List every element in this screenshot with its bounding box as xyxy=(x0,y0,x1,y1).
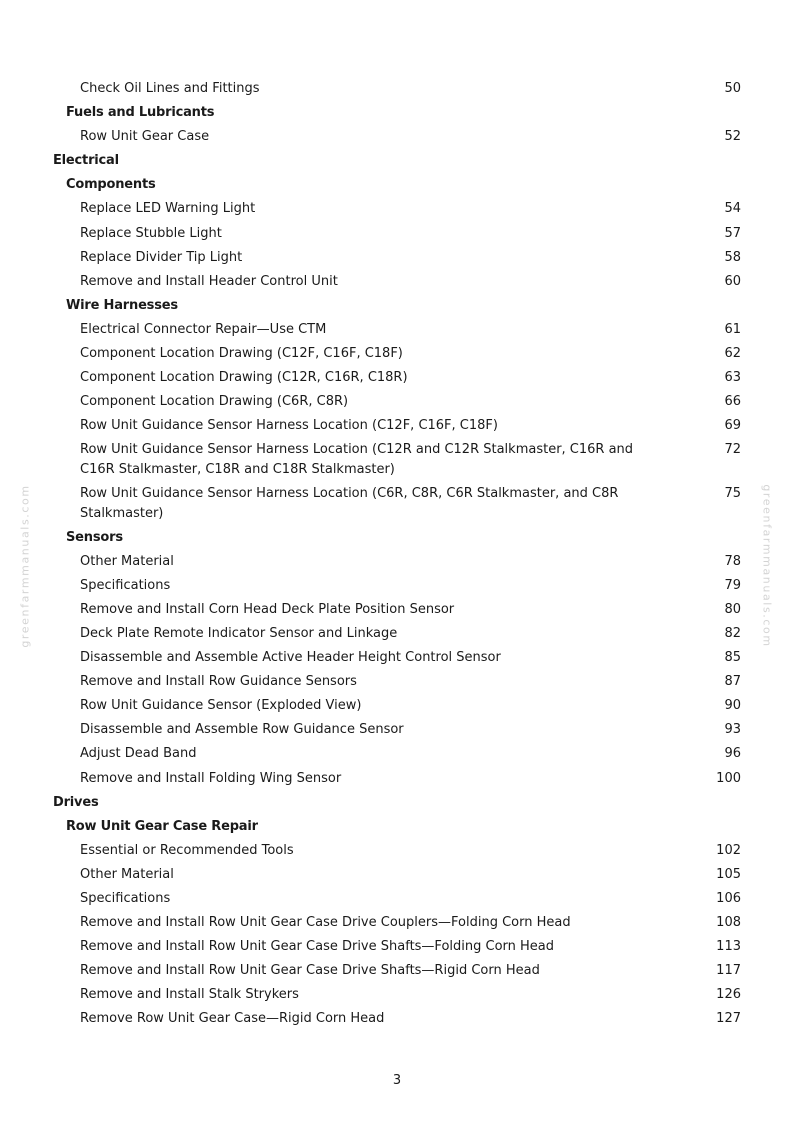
toc-entry-page: 90 xyxy=(724,698,741,714)
toc-entry-page: 57 xyxy=(724,225,741,241)
toc-section-heading[interactable] xyxy=(0,101,794,125)
toc-entry-page: 105 xyxy=(716,866,741,882)
toc-section-heading[interactable] xyxy=(0,815,794,839)
toc-entry-page: 79 xyxy=(724,577,741,593)
toc-entry[interactable] xyxy=(0,482,794,526)
toc-entry-page: 82 xyxy=(724,625,741,641)
toc-entry-title: Other Material xyxy=(80,553,174,569)
toc-entry-title: Remove and Install Row Guidance Sensors xyxy=(80,674,357,690)
toc-entry[interactable] xyxy=(0,550,794,574)
toc-entry-title: Deck Plate Remote Indicator Sensor and Linkage xyxy=(80,625,398,641)
toc-entry[interactable] xyxy=(0,959,794,983)
toc-entry-page: 113 xyxy=(716,939,741,955)
toc-entry[interactable] xyxy=(0,598,794,622)
toc-entry[interactable] xyxy=(0,983,794,1007)
toc-entry-title: Row Unit Guidance Sensor Harness Location (C6R, C8R, C6R Stalkmaster, and C8R Stalkmaster) xyxy=(80,486,619,521)
toc-entry-title: Replace LED Warning Light xyxy=(80,201,256,217)
toc-chapter-title: Electrical xyxy=(53,153,119,169)
toc-entry[interactable] xyxy=(0,390,794,414)
toc-section-title: Sensors xyxy=(66,529,123,545)
toc-entry[interactable] xyxy=(0,911,794,935)
toc-chapter-heading[interactable] xyxy=(0,149,794,173)
toc-section-heading[interactable] xyxy=(0,526,794,550)
toc-entry[interactable] xyxy=(0,863,794,887)
toc-entry-title: Check Oil Lines and Fittings xyxy=(80,81,260,96)
toc-entry[interactable] xyxy=(0,767,794,791)
toc-entry-page: 85 xyxy=(724,650,741,666)
toc-section-title: Row Unit Gear Case Repair xyxy=(66,818,258,834)
toc-entry-page: 102 xyxy=(716,842,741,858)
toc-entry[interactable] xyxy=(0,342,794,366)
toc-section-heading[interactable] xyxy=(0,173,794,197)
toc-entry-title: Remove Row Unit Gear Case—Rigid Corn Head xyxy=(80,1011,385,1027)
toc-entry-page: 75 xyxy=(724,486,741,501)
toc-chapter-title: Drives xyxy=(53,794,99,810)
toc-entry-page: 127 xyxy=(716,1011,741,1027)
toc-entry-title: Essential or Recommended Tools xyxy=(80,842,294,858)
toc-entry-title: Remove and Install Stalk Strykers xyxy=(80,987,299,1003)
toc-entry[interactable] xyxy=(0,694,794,718)
toc-entry-title: Disassemble and Assemble Row Guidance Sensor xyxy=(80,722,404,738)
toc-entry-page: 96 xyxy=(724,746,741,762)
toc-entry-page: 72 xyxy=(724,442,741,458)
toc-entry-title: Row Unit Guidance Sensor Harness Location (C12R and C12R Stalkmaster, C16R and C16R Stalkmaster, C18R and C18R Stalkmaster) xyxy=(80,442,634,477)
toc-entry-page: 66 xyxy=(724,394,741,410)
table-of-contents xyxy=(0,77,794,1032)
toc-entry[interactable] xyxy=(0,935,794,959)
toc-entry[interactable] xyxy=(0,77,794,101)
toc-entry-title: Disassemble and Assemble Active Header Height Control Sensor xyxy=(80,650,501,666)
toc-entry-page: 106 xyxy=(716,891,741,906)
toc-entry[interactable] xyxy=(0,646,794,670)
toc-entry-title: Component Location Drawing (C6R, C8R) xyxy=(80,394,349,410)
toc-entry-page: 87 xyxy=(724,674,741,690)
toc-entry[interactable] xyxy=(0,414,794,438)
toc-entry-page: 80 xyxy=(724,601,741,617)
toc-entry-page: 100 xyxy=(716,770,741,786)
toc-entry[interactable] xyxy=(0,125,794,149)
toc-entry-title: Remove and Install Row Unit Gear Case Drive Shafts—Folding Corn Head xyxy=(80,939,555,955)
toc-entry[interactable] xyxy=(0,839,794,863)
toc-entry-page: 117 xyxy=(716,963,741,979)
toc-entry-title: Electrical Connector Repair—Use CTM xyxy=(80,321,327,337)
toc-entry-title: Adjust Dead Band xyxy=(80,746,197,762)
toc-section-heading[interactable] xyxy=(0,294,794,318)
toc-entry-page: 126 xyxy=(716,987,741,1003)
toc-entry-title: Row Unit Gear Case xyxy=(80,129,210,145)
toc-entry-title: Row Unit Guidance Sensor Harness Location (C12F, C16F, C18F) xyxy=(80,418,498,434)
toc-entry-page: 63 xyxy=(724,370,741,386)
toc-entry[interactable] xyxy=(0,222,794,246)
toc-entry[interactable] xyxy=(0,622,794,646)
toc-entry[interactable] xyxy=(0,318,794,342)
toc-entry-title: Row Unit Guidance Sensor (Exploded View) xyxy=(80,698,362,714)
toc-entry[interactable] xyxy=(0,742,794,766)
watermark-right: greenfarmmanuals.com xyxy=(760,484,774,648)
toc-entry-title: Specifications xyxy=(80,891,171,906)
toc-section-title: Wire Harnesses xyxy=(66,297,178,313)
toc-entry-title: Component Location Drawing (C12F, C16F, C18F) xyxy=(80,346,403,362)
toc-entry[interactable] xyxy=(0,670,794,694)
toc-entry-title: Other Material xyxy=(80,866,174,882)
toc-entry-title: Remove and Install Folding Wing Sensor xyxy=(80,770,342,786)
toc-entry[interactable] xyxy=(0,366,794,390)
toc-entry[interactable] xyxy=(0,197,794,221)
toc-entry-page: 52 xyxy=(724,129,741,145)
toc-entry[interactable] xyxy=(0,1007,794,1031)
toc-entry-page: 60 xyxy=(724,273,741,289)
page-number: 3 xyxy=(392,1073,402,1088)
toc-entry-title: Specifications xyxy=(80,577,171,593)
toc-entry-page: 108 xyxy=(716,915,741,931)
toc-entry-title: Remove and Install Row Unit Gear Case Drive Shafts—Rigid Corn Head xyxy=(80,963,540,979)
toc-entry-page: 69 xyxy=(724,418,741,434)
toc-section-title: Components xyxy=(66,177,156,193)
toc-entry-title: Remove and Install Row Unit Gear Case Drive Couplers—Folding Corn Head xyxy=(80,915,571,931)
toc-entry[interactable] xyxy=(0,246,794,270)
toc-entry-title: Component Location Drawing (C12R, C16R, C18R) xyxy=(80,370,408,386)
watermark-left: greenfarmmanuals.com xyxy=(18,484,32,648)
toc-entry[interactable] xyxy=(0,718,794,742)
toc-entry-title: Remove and Install Header Control Unit xyxy=(80,273,338,289)
toc-entry[interactable] xyxy=(0,574,794,598)
toc-entry[interactable] xyxy=(0,270,794,294)
toc-section-title: Fuels and Lubricants xyxy=(66,105,215,121)
toc-entry-title: Remove and Install Corn Head Deck Plate Position Sensor xyxy=(80,601,455,617)
toc-entry-page: 93 xyxy=(724,722,741,738)
toc-entry-page: 50 xyxy=(724,81,741,96)
toc-entry-page: 61 xyxy=(724,321,741,337)
toc-chapter-heading[interactable] xyxy=(0,791,794,815)
toc-entry-page: 54 xyxy=(724,201,741,217)
toc-entry-page: 58 xyxy=(724,249,741,265)
toc-entry[interactable] xyxy=(0,438,794,482)
toc-entry-page: 78 xyxy=(724,553,741,569)
toc-entry-page: 62 xyxy=(724,346,741,362)
toc-entry[interactable] xyxy=(0,887,794,911)
toc-entry-title: Replace Divider Tip Light xyxy=(80,249,243,265)
toc-entry-title: Replace Stubble Light xyxy=(80,225,222,241)
